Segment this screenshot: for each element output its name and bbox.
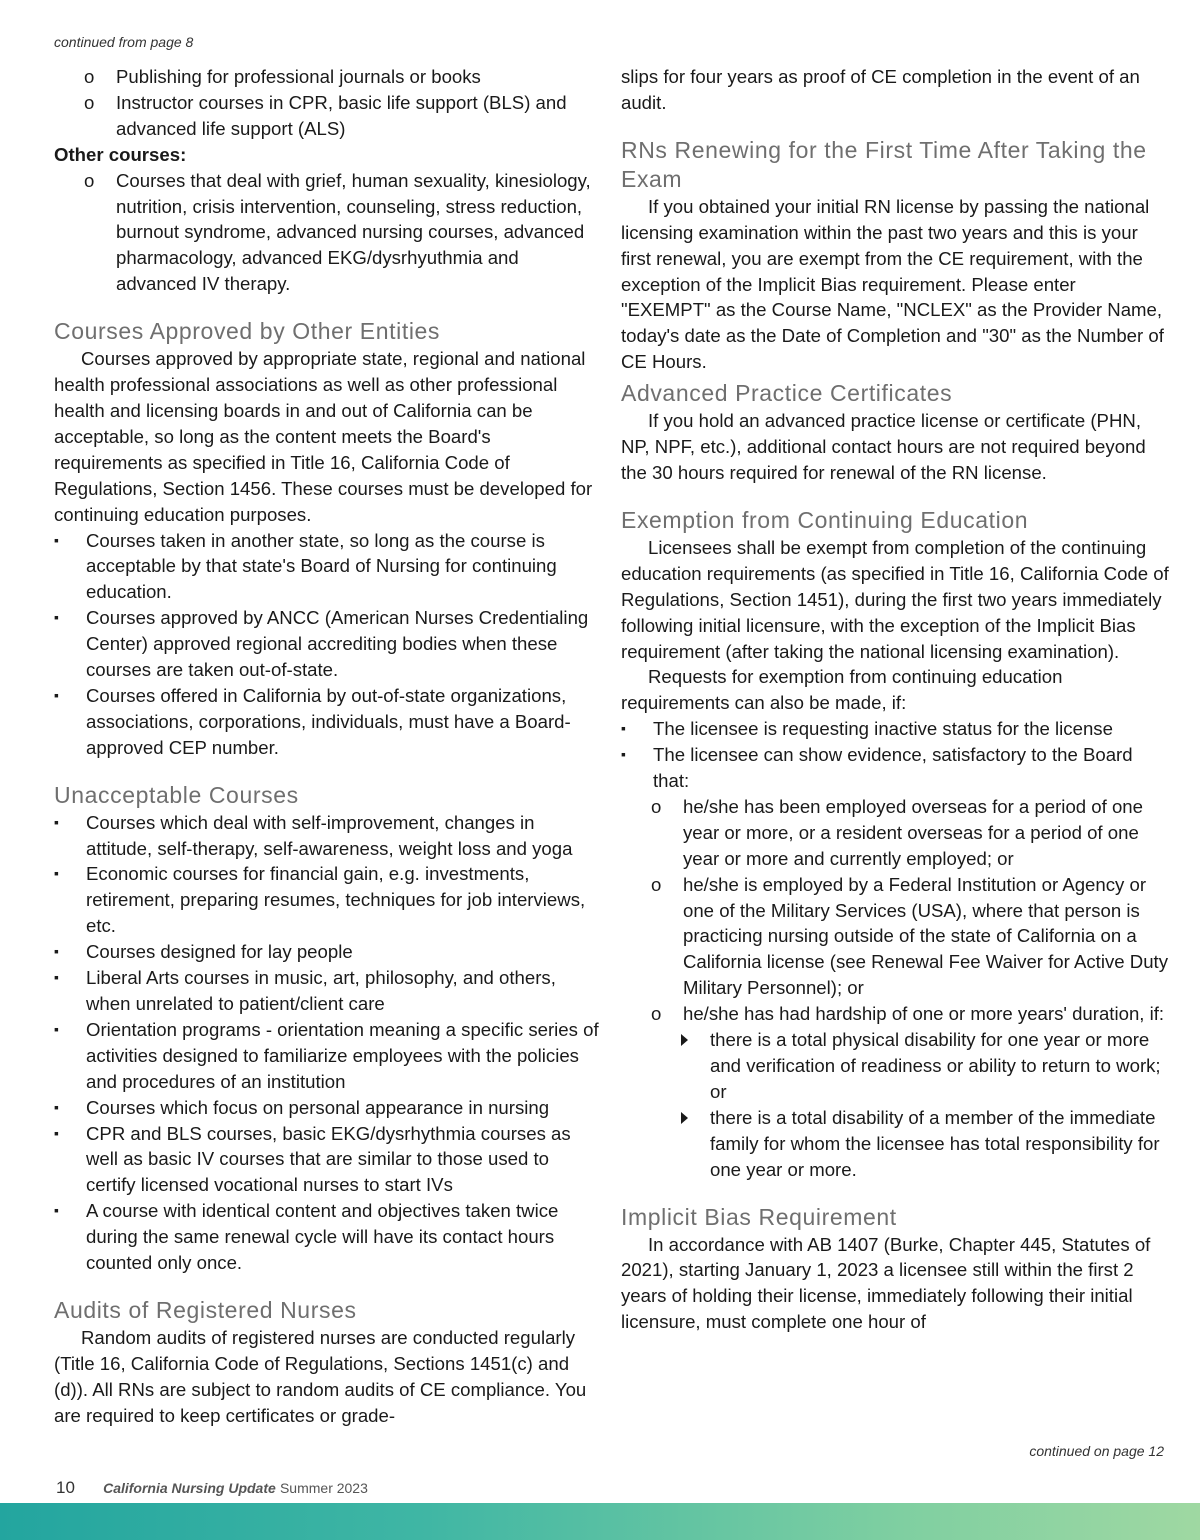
continued-from-note: continued from page 8 [54,34,194,50]
list-item: ▪ Courses taken in another state, so long as the course is acceptable by that state's Board of Nursing for continuing education. [54,529,557,603]
section-heading-unacceptable: Unacceptable Courses [54,781,299,808]
footer-color-band [0,1503,1200,1540]
square-bullet-icon: ▪ [54,686,59,703]
list-item: ▪ Courses designed for lay people [54,939,602,965]
page-footer [56,1478,368,1498]
square-bullet-icon: ▪ [54,1202,59,1219]
list-item: o he/she is employed by a Federal Institution or Agency or one of the Military Services (USA), where that person is practicing nursing outside of the state of California on a California license (see Renewal Fee Waiver for Active Duty Military Personnel); or [651,873,1169,999]
triangle-bullet-icon [681,1112,688,1124]
list-item: o Instructor courses in CPR, basic life support (BLS) and advanced life support (ALS) [84,91,567,139]
square-bullet-icon: ▪ [54,969,59,986]
section-heading-audits: Audits of Registered Nurses [54,1296,357,1323]
square-bullet-icon: ▪ [54,813,59,830]
list-item: o Courses that deal with grief, human sexuality, kinesiology, nutrition, crisis intervention, counseling, stress reduction, burnout syndrome, advanced nursing courses, advanced pharmacology, advanced EKG/dysrhyuthmia and advanced IV therapy. [84,169,591,295]
square-bullet-icon: ▪ [54,1124,59,1141]
exemption-paragraph: Requests for exemption from continuing education requirements can also be made, if: [621,666,1063,714]
bullet-o-marker: o [84,169,95,191]
approved-paragraph: Courses approved by appropriate state, regional and national health professional associations as well as other professional health and licensing boards in and out of California can be acceptable, so long as the content meets the Board's requirements as specified in Title 16, California Code of Regulations, Section 1456. These courses must be developed for continuing education purposes. [54,348,593,525]
implicit-bias-paragraph: In accordance with AB 1407 (Burke, Chapter 445, Statutes of 2021), starting January 1, 2023 a licensee still within the first 2 years of holding their license, immediately following their initial licensure, must complete one hour of [621,1233,1151,1333]
list-item: ▪ Courses approved by ANCC (American Nurses Credentialing Center) approved regional accrediting bodies when these courses are taken out-of-state. [54,607,589,681]
square-bullet-icon: ▪ [54,1020,59,1037]
exemption-paragraph: Licensees shall be exempt from completion of the continuing education requirements (as specified in Title 16, California Code of Regulations, Section 1451), during the first two years immediately following initial licensure, with the exception of the Implicit Bias requirement (after taking the national licensing examination). [621,536,1169,662]
list-item: ▪ Orientation programs - orientation meaning a specific series of activities designed to familiarize employees with the policies and procedures of an institution [54,1018,599,1092]
bullet-o-marker: o [651,873,662,895]
square-bullet-icon: ▪ [54,865,59,882]
section-heading-advanced: Advanced Practice Certificates [621,380,953,407]
continued-on-note: continued on page 12 [1029,1443,1164,1459]
right-column [621,64,1169,1335]
advanced-paragraph: If you hold an advanced practice license or certificate (PHN, NP, NPF, etc.), additional contact hours are not required beyond the 30 hours required for renewal of the RN license. [621,410,1146,483]
list-item: ▪ CPR and BLS courses, basic EKG/dysrhythmia courses as well as basic IV courses that are similar to those used to certify licensed vocational nurses to start IVs [54,1122,571,1196]
audits-paragraph-continued: slips for four years as proof of CE completion in the event of an audit. [621,66,1140,113]
list-item: ▪ Courses offered in California by out-of-state organizations, associations, corporations, individuals, must have a Board-approved CEP number. [54,684,571,758]
section-heading-implicit-bias: Implicit Bias Requirement [621,1203,897,1230]
list-item: ▪ The licensee can show evidence, satisfactory to the Board that: [621,744,1133,792]
list-item: there is a total disability of a member of the immediate family for whom the licensee has total responsibility for one year or more. [621,1105,1169,1183]
square-bullet-icon: ▪ [54,943,59,960]
list-item: o Publishing for professional journals or books [54,64,602,90]
bullet-o-marker: o [651,795,662,817]
bullet-o-marker: o [84,91,95,113]
square-bullet-icon: ▪ [54,531,59,548]
publication-title: California Nursing Update [103,1480,276,1496]
section-heading-first-time: RNs Renewing for the First Time After Taking the Exam [621,136,1147,192]
list-item: ▪ Liberal Arts courses in music, art, philosophy, and others, when unrelated to patient/client care [54,967,556,1014]
issue-season: Summer 2023 [279,1480,368,1496]
bullet-o-marker: o [651,1003,662,1025]
square-bullet-icon: ▪ [54,609,59,626]
list-item: ▪ A course with identical content and objectives taken twice during the same renewal cycle will have its contact hours counted only once. [54,1200,559,1274]
square-bullet-icon: ▪ [621,720,626,737]
audits-paragraph: Random audits of registered nurses are conducted regularly (Title 16, California Code of Regulations, Sections 1451(c) and (d)). All RNs are subject to random audits of CE compliance. You are required to keep certificates or grade- [54,1326,587,1426]
list-item: there is a total physical disability for one year or more and verification of readiness or ability to return to work; or [621,1027,1169,1105]
square-bullet-icon: ▪ [54,1098,59,1115]
bullet-o-marker: o [84,66,95,87]
other-courses-label: Other courses: [54,143,187,165]
section-heading-approved: Courses Approved by Other Entities [54,318,441,345]
left-column [54,64,602,1429]
page-number: 10 [56,1478,75,1497]
triangle-bullet-icon [681,1034,688,1046]
list-item: ▪ Courses which focus on personal appearance in nursing [54,1095,602,1121]
first-time-paragraph: If you obtained your initial RN license by passing the national licensing examination within the past two years and this is your first renewal, you are exempt from the CE requirement, with the exception of the Implicit Bias requirement. Please enter "EXEMPT" as the Course Name, "NCLEX" as the Provider Name, today's date as the Date of Completion and "30" as the Number of CE Hours. [621,195,1164,373]
section-heading-exemption: Exemption from Continuing Education [621,506,1029,533]
list-item: o he/she has been employed overseas for a period of one year or more, or a resident overseas for a period of one year or more and currently employed; or [651,795,1143,869]
list-item: ▪ Courses which deal with self-improvement, changes in attitude, self-therapy, self-awareness, weight loss and yoga [54,811,573,859]
list-item: ▪ The licensee is requesting inactive status for the license [621,716,1169,742]
square-bullet-icon: ▪ [621,746,626,763]
list-item: ▪ Economic courses for financial gain, e.g. investments, retirement, preparing resumes, techniques for job interviews, etc. [54,863,586,937]
list-item: o he/she has had hardship of one or more years' duration, if: [621,1001,1169,1027]
